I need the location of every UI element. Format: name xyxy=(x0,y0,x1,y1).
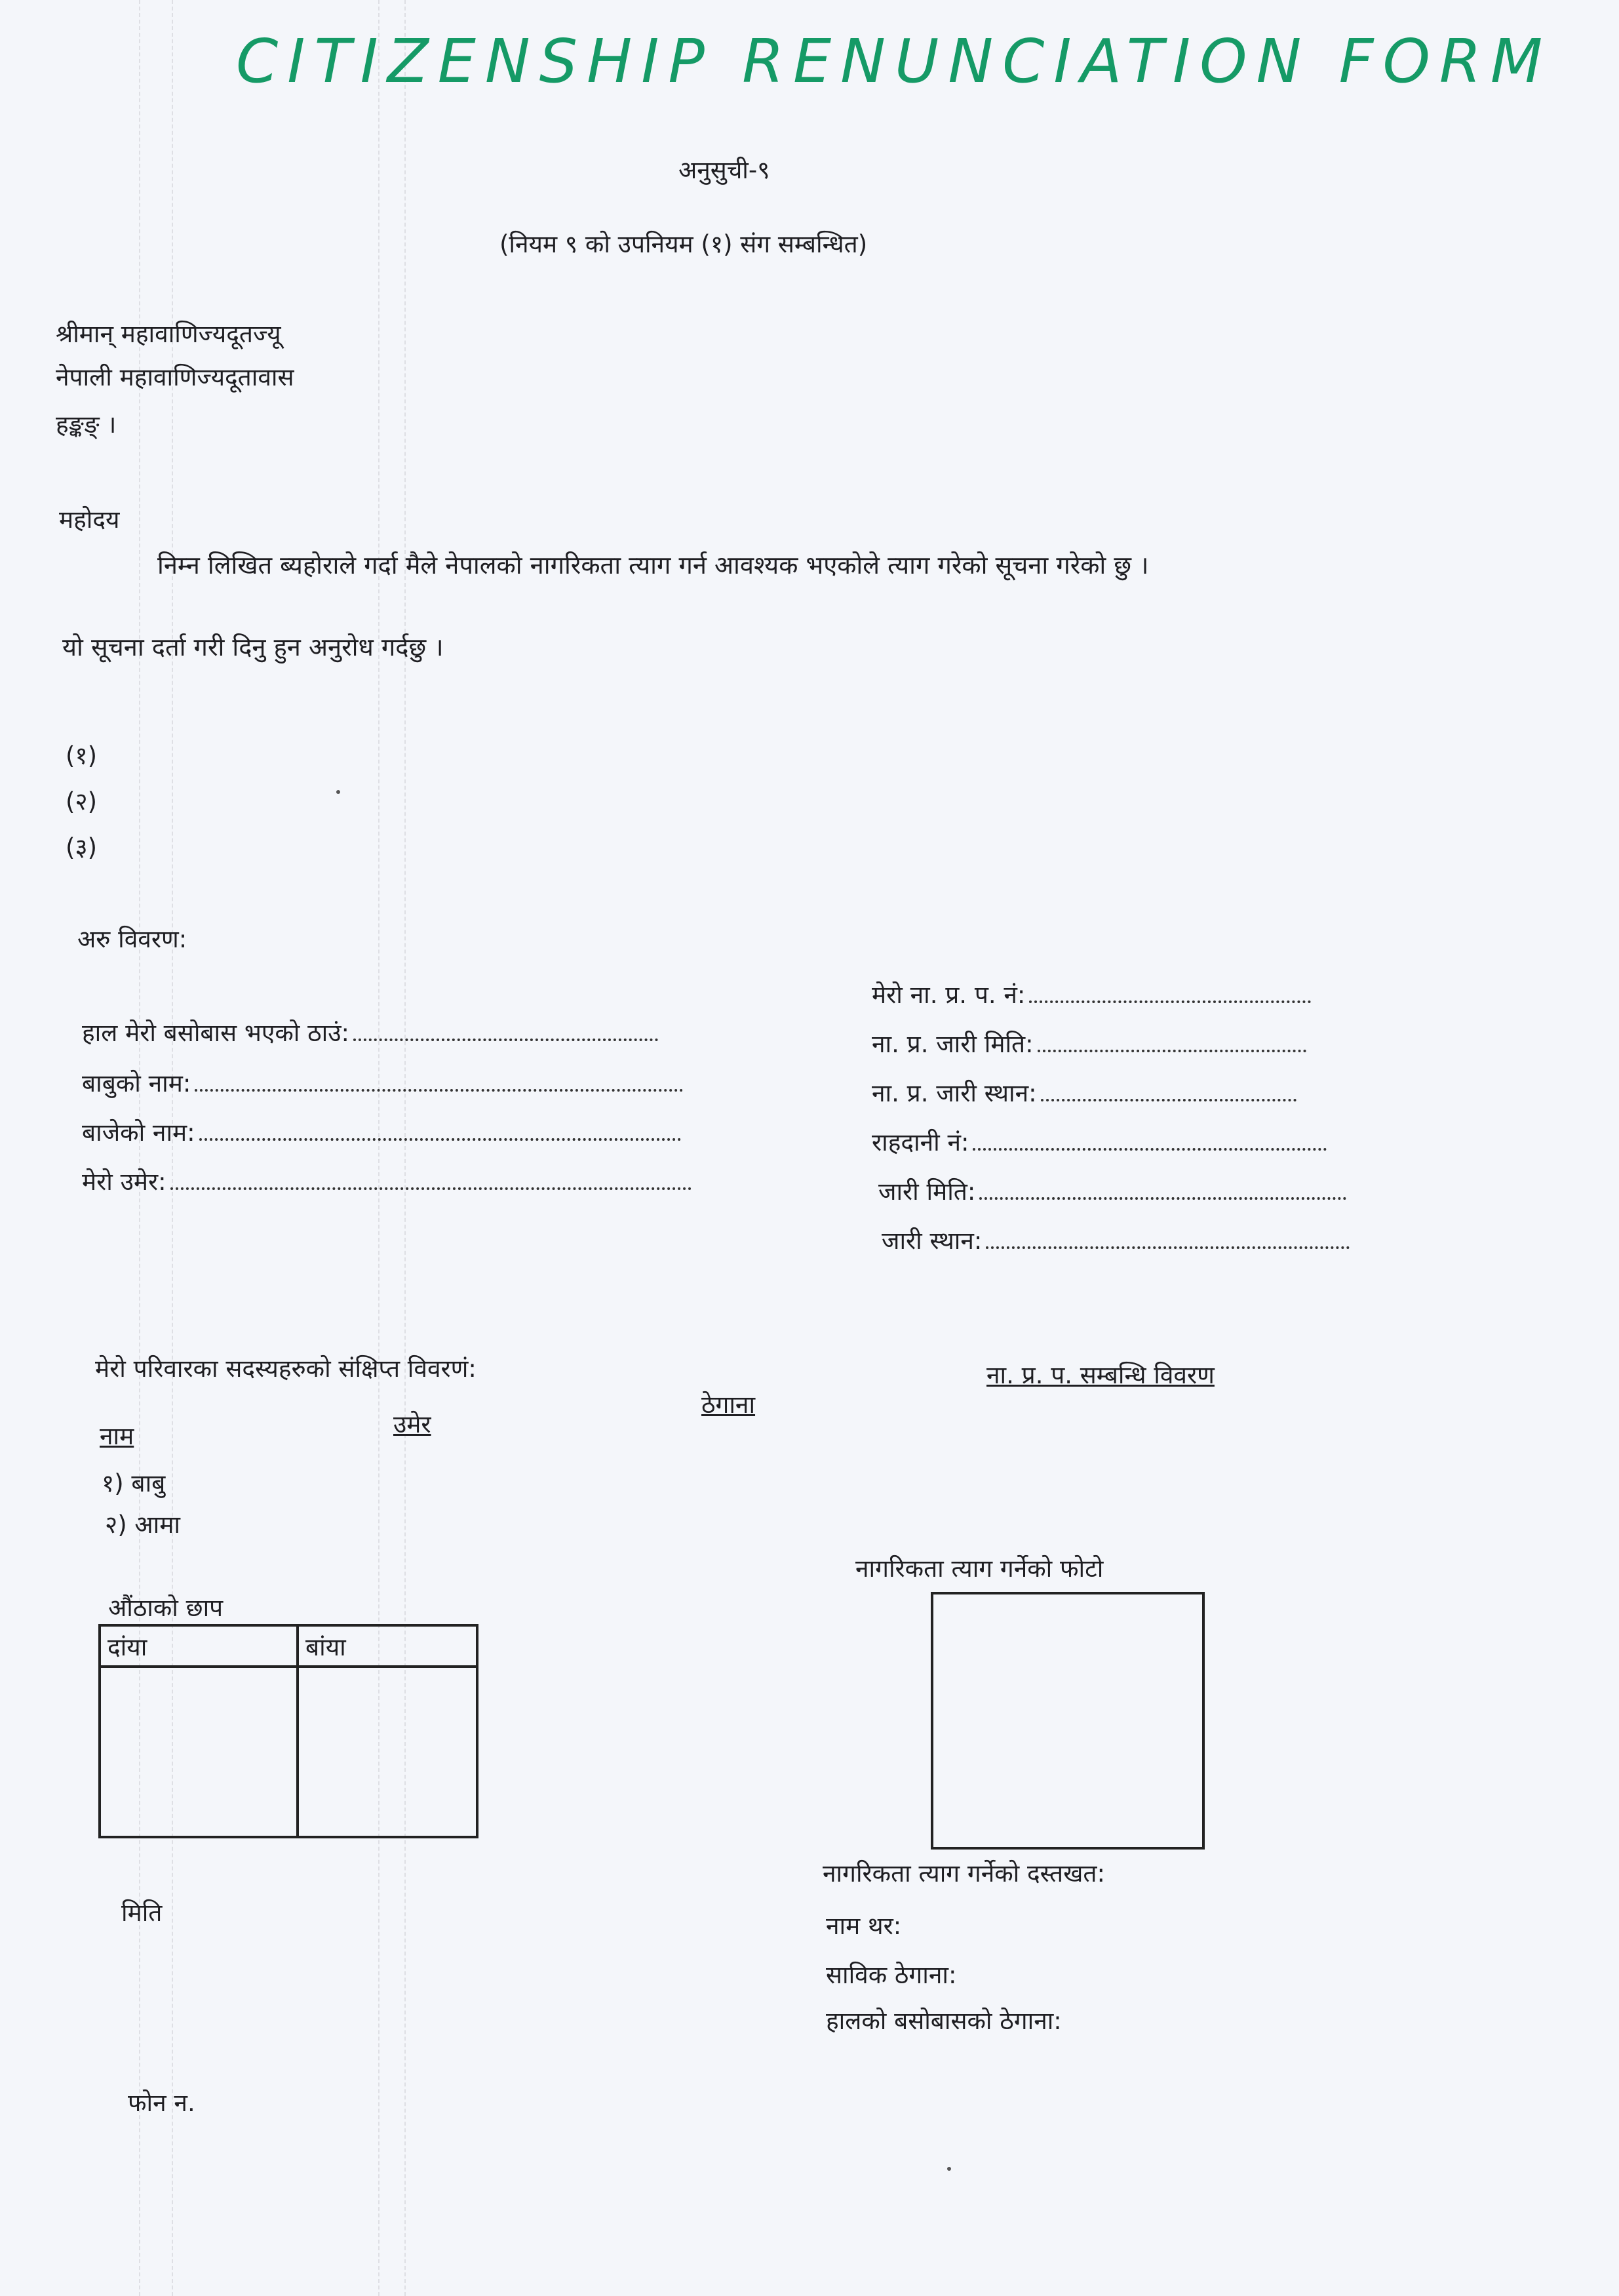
body-line-2: यो सूचना दर्ता गरी दिनु हुन अनुरोध गर्दछु । xyxy=(62,633,444,662)
passport-issue-place-field xyxy=(882,1223,1350,1256)
citizenship-issue-date-blank xyxy=(1038,1050,1306,1052)
addressee-line-1: श्रीमान् महावाणिज्यदूतज्यू xyxy=(56,320,281,348)
body-line-1: निम्न लिखित ब्यहोराले गर्दा मैले नेपालको नागरिकता त्याग गर्न आवश्यक भएकोले त्याग गरेको सूचना गरेको छु । xyxy=(157,551,1149,580)
salutation: महोदय xyxy=(59,505,120,534)
current-residence-label: हाल मेरो बसोबास भएको ठाउं: xyxy=(82,1019,349,1047)
citizenship-number-blank xyxy=(1029,1000,1311,1003)
my-age-blank xyxy=(170,1187,692,1190)
current-residence-blank xyxy=(353,1039,658,1041)
passport-number-label: राहदानी नं: xyxy=(872,1128,969,1157)
my-age-field xyxy=(82,1164,692,1197)
previous-address-label: साविक ठेगाना: xyxy=(826,1961,957,1989)
thumb-left-cell xyxy=(298,1667,477,1837)
citizenship-issue-place-label: ना. प्र. जारी स्थान: xyxy=(872,1079,1037,1107)
passport-issue-place-label: जारी स्थान: xyxy=(882,1227,983,1255)
grandfather-name-blank xyxy=(199,1138,681,1141)
reason-item-1: (१) xyxy=(66,742,98,770)
form-title: CITIZENSHIP RENUNCIATION FORM xyxy=(236,26,1552,96)
my-age-label: मेरो उमेर: xyxy=(82,1168,166,1196)
addressee-line-2: नेपाली महावाणिज्यदूतावास xyxy=(56,363,294,391)
family-heading: मेरो परिवारका सदस्यहरुको संक्षिप्त विवरणं: xyxy=(95,1355,477,1383)
scan-speck xyxy=(947,2167,951,2171)
citizenship-issue-place-blank xyxy=(1041,1099,1297,1101)
col-age: उमेर xyxy=(393,1410,431,1438)
signature-label: नागरिकता त्याग गर्नेको दस्तखत: xyxy=(823,1859,1105,1888)
thumb-right-cell xyxy=(100,1667,298,1837)
citizenship-issue-place-field xyxy=(872,1075,1297,1109)
current-residence-field xyxy=(82,1015,658,1048)
citizenship-number-label: मेरो ना. प्र. प. नं: xyxy=(872,981,1026,1009)
reason-item-3: (३) xyxy=(66,833,98,861)
fold-line xyxy=(404,0,406,2296)
reason-item-2: (२) xyxy=(66,787,98,816)
other-details-label: अरु विवरण: xyxy=(77,925,187,953)
phone-label: फोन न. xyxy=(128,2089,195,2117)
col-name: नाम xyxy=(100,1422,134,1450)
passport-number-blank xyxy=(973,1148,1327,1151)
citizenship-issue-date-label: ना. प्र. जारी मिति: xyxy=(872,1030,1034,1058)
addressee-line-3: हङ्कङ् । xyxy=(56,410,117,439)
thumb-right-header: दांया xyxy=(100,1625,298,1667)
photo-box xyxy=(931,1592,1205,1850)
family-row-father: १) बाबु xyxy=(102,1469,166,1497)
thumb-left-header: बांया xyxy=(298,1625,477,1667)
father-name-field xyxy=(82,1065,683,1099)
col-address: ठेगाना xyxy=(701,1391,756,1419)
scan-speck xyxy=(336,790,340,794)
passport-issue-date-blank xyxy=(979,1197,1346,1200)
fold-line xyxy=(378,0,380,2296)
father-name-blank xyxy=(195,1089,683,1092)
passport-issue-place-blank xyxy=(986,1246,1350,1249)
thumbprint-table xyxy=(98,1624,478,1838)
rule-reference: (नियम ९ को उपनियम (१) संग सम्बन्धित) xyxy=(499,230,868,258)
citizenship-issue-date-field xyxy=(872,1026,1306,1059)
grandfather-name-field xyxy=(82,1115,681,1148)
family-row-mother: २) आमा xyxy=(105,1511,180,1539)
full-name-label: नाम थर: xyxy=(826,1912,902,1940)
thumbprint-label: औंठाको छाप xyxy=(108,1594,224,1622)
schedule-heading: अनुसुची-९ xyxy=(678,156,770,184)
col-citizenship-details: ना. प्र. प. सम्बन्धि विवरण xyxy=(986,1361,1215,1389)
passport-issue-date-field xyxy=(878,1174,1346,1207)
citizenship-number-field xyxy=(872,977,1311,1010)
date-label: मिति xyxy=(121,1899,163,1927)
father-name-label: बाबुको नाम: xyxy=(82,1069,191,1098)
grandfather-name-label: बाजेको नाम: xyxy=(82,1118,195,1147)
photo-label: नागरिकता त्याग गर्नेको फोटो xyxy=(855,1554,1104,1583)
current-address-label: हालको बसोबासको ठेगाना: xyxy=(826,2007,1062,2035)
passport-number-field xyxy=(872,1124,1327,1158)
passport-issue-date-label: जारी मिति: xyxy=(878,1178,976,1206)
